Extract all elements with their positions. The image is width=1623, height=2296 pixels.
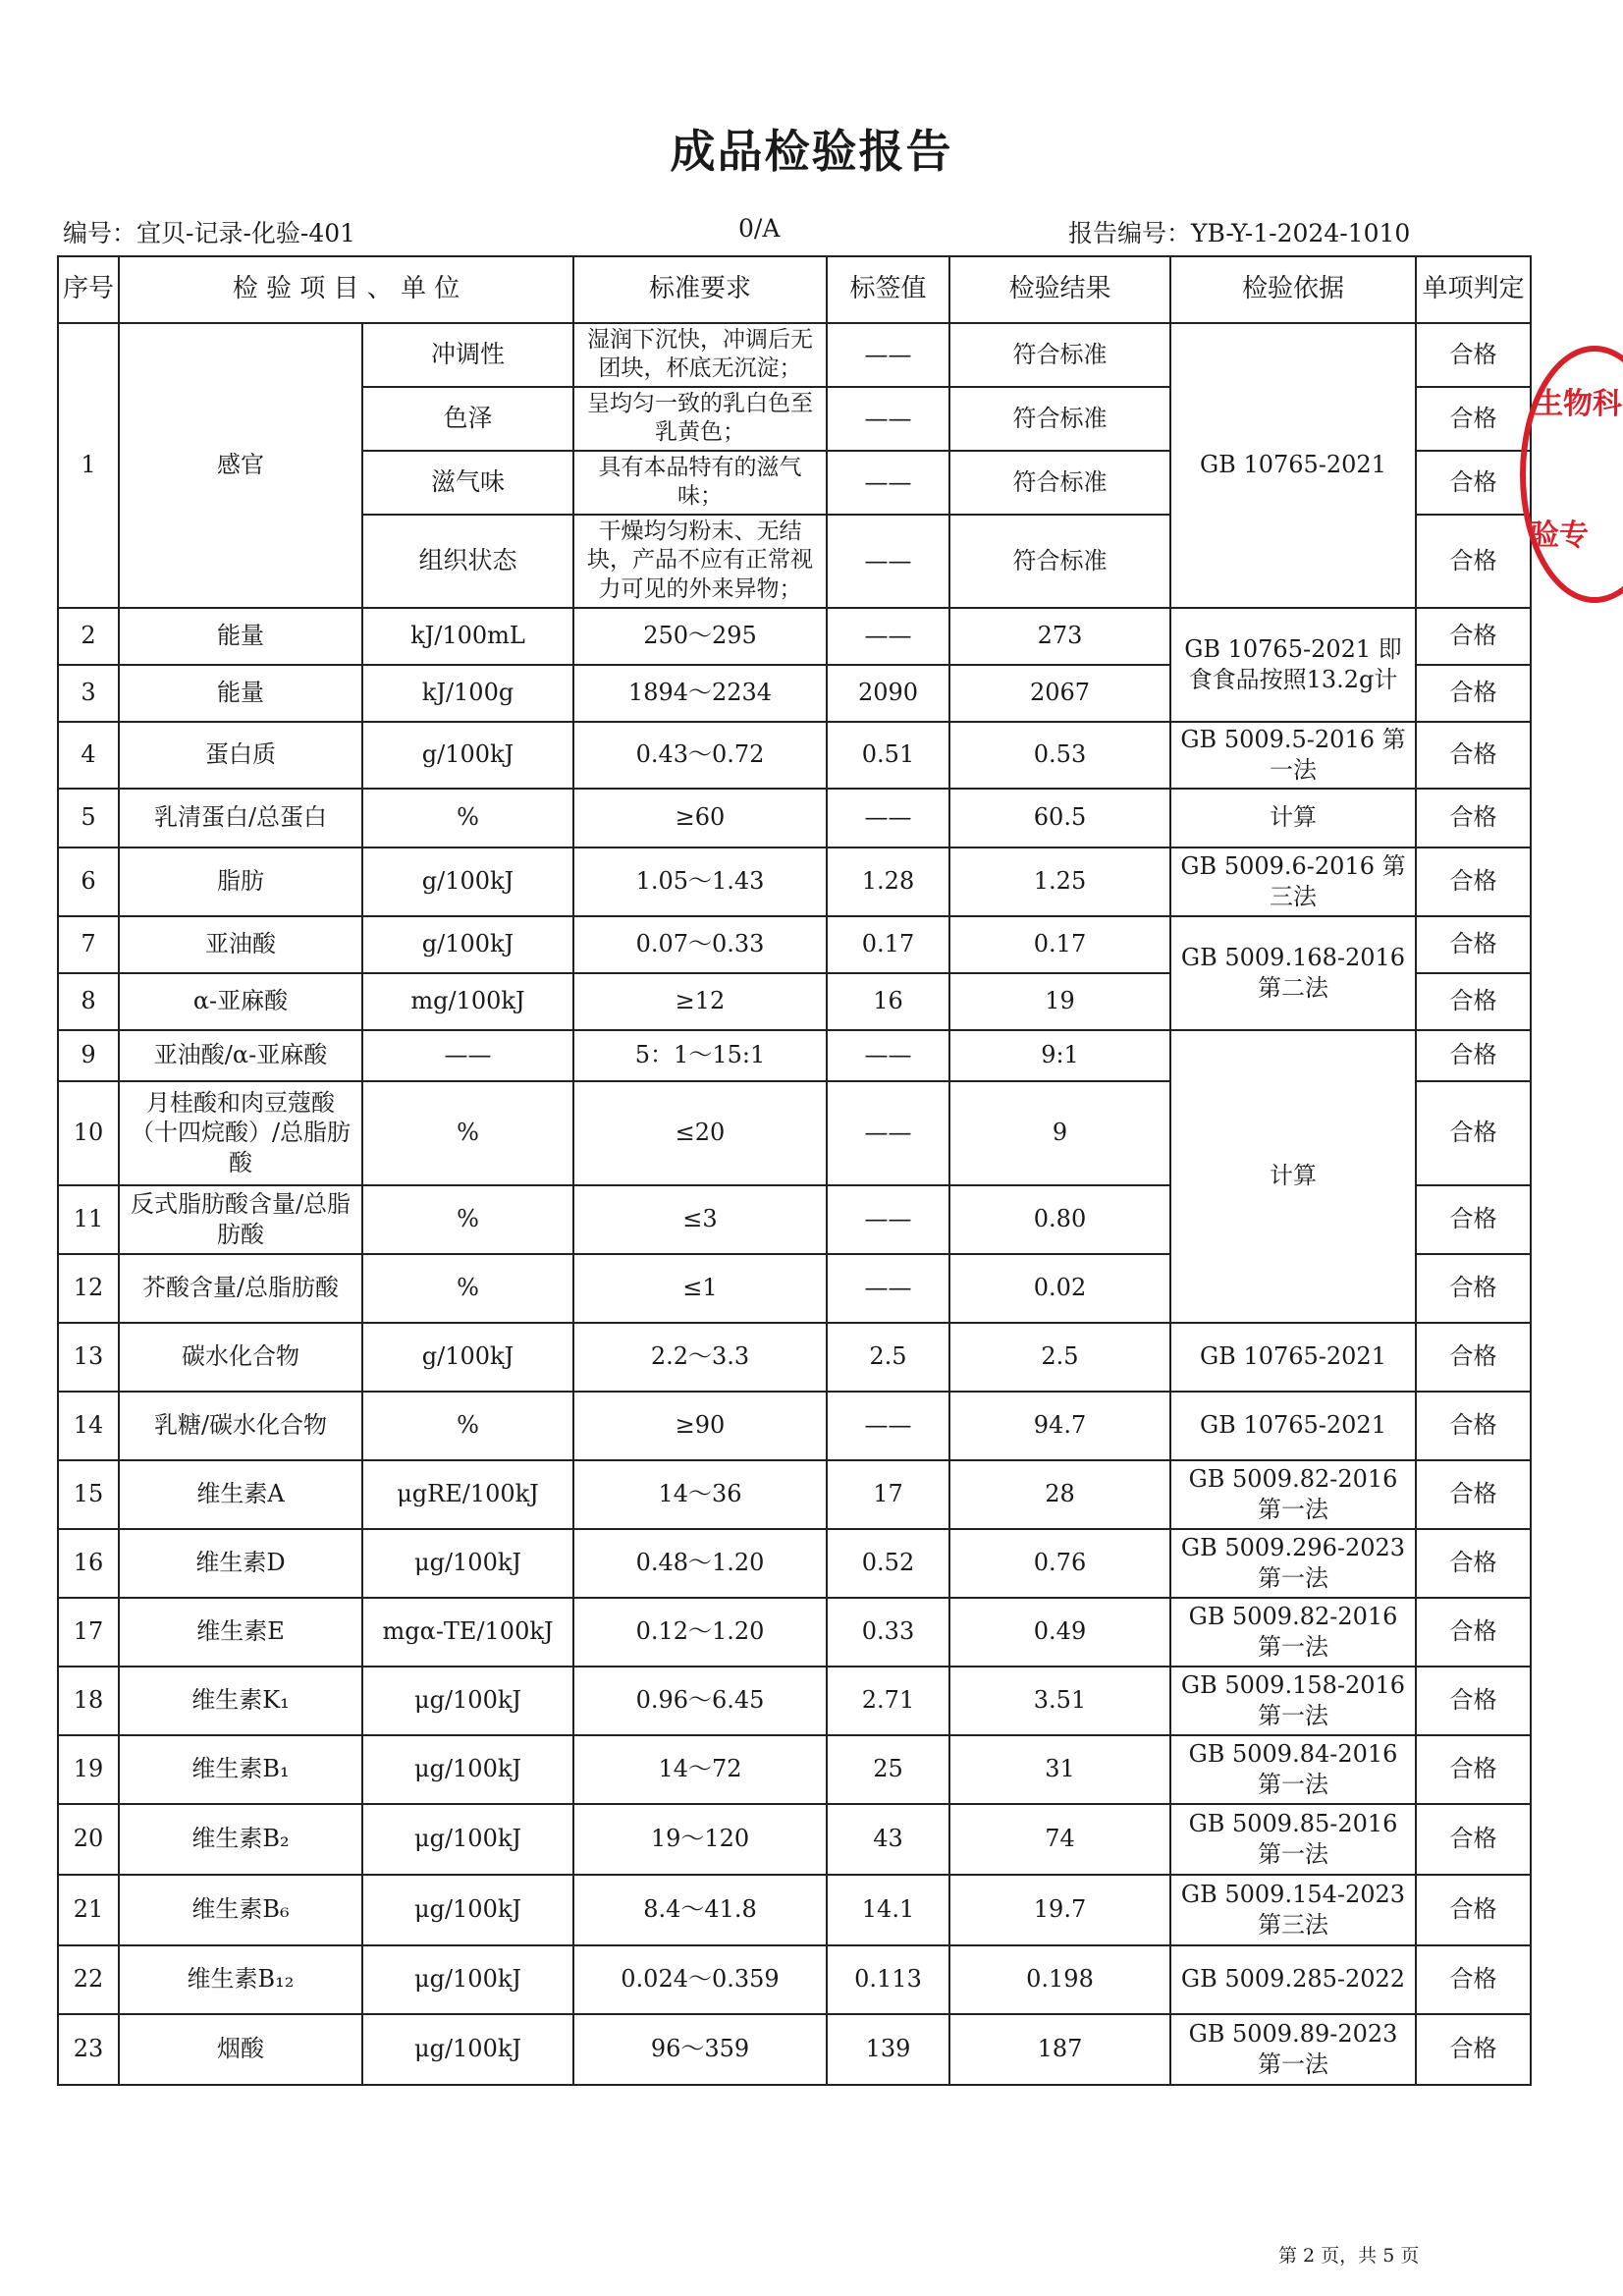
basis-cell: GB 5009.296-2023 第一法 [1170, 1529, 1416, 1598]
judgement-cell: 合格 [1416, 1598, 1531, 1667]
label-value-cell: —— [827, 515, 949, 608]
basis-cell: GB 5009.154-2023 第三法 [1170, 1875, 1416, 1945]
unit-cell: mgα-TE/100kJ [362, 1598, 573, 1667]
standard-cell: 2.2～3.3 [573, 1323, 827, 1392]
unit-cell: μgRE/100kJ [362, 1460, 573, 1529]
label-value-cell: 43 [827, 1804, 949, 1875]
item-name: 乳清蛋白/总蛋白 [119, 789, 362, 847]
label-value-cell: —— [827, 1392, 949, 1460]
table-row [58, 1030, 1531, 1081]
label-value-cell: 0.52 [827, 1529, 949, 1598]
label-value-cell: —— [827, 1081, 949, 1185]
basis-cell: GB 5009.6-2016 第三法 [1170, 847, 1416, 916]
judgement-cell: 合格 [1416, 1529, 1531, 1598]
basis-cell: 计算 [1170, 789, 1416, 847]
seq-cell: 9 [58, 1030, 119, 1081]
sub-item: 色泽 [362, 387, 573, 451]
label-value-cell: 14.1 [827, 1875, 949, 1945]
unit-cell: μg/100kJ [362, 1529, 573, 1598]
result-cell: 19.7 [949, 1875, 1170, 1945]
item-name: 乳糖/碳水化合物 [119, 1392, 362, 1460]
item-name: α-亚麻酸 [119, 973, 362, 1030]
seq-cell: 22 [58, 1945, 119, 2014]
judgement-cell: 合格 [1416, 916, 1531, 973]
judgement-cell: 合格 [1416, 1185, 1531, 1254]
standard-cell: ≥60 [573, 789, 827, 847]
item-name: 芥酸含量/总脂肪酸 [119, 1254, 362, 1323]
label-value-cell: —— [827, 608, 949, 665]
basis-cell: GB 5009.85-2016 第一法 [1170, 1804, 1416, 1875]
table-row [58, 1945, 1531, 2014]
stamp-text-top: 生物科 [1534, 387, 1622, 421]
unit-cell: —— [362, 1030, 573, 1081]
result-cell: 2.5 [949, 1323, 1170, 1392]
item-name: 维生素B₆ [119, 1875, 362, 1945]
item-name: 维生素B₁ [119, 1735, 362, 1804]
basis-cell: GB 5009.5-2016 第一法 [1170, 722, 1416, 789]
label-value-cell: 2.5 [827, 1323, 949, 1392]
item-name: 蛋白质 [119, 722, 362, 789]
unit-cell: kJ/100mL [362, 608, 573, 665]
result-cell: 31 [949, 1735, 1170, 1804]
basis-cell: GB 5009.168-2016 第二法 [1170, 916, 1416, 1030]
unit-cell: g/100kJ [362, 847, 573, 916]
seq-cell: 16 [58, 1529, 119, 1598]
standard-cell: 湿润下沉快，冲调后无团块，杯底无沉淀； [573, 323, 827, 387]
header-standard: 标准要求 [573, 256, 827, 323]
report-title: 成品检验报告 [670, 125, 953, 178]
result-cell: 187 [949, 2014, 1170, 2085]
judgement-cell: 合格 [1416, 2014, 1531, 2085]
judgement-cell: 合格 [1416, 1735, 1531, 1804]
result-cell: 60.5 [949, 789, 1170, 847]
seq-cell: 4 [58, 722, 119, 789]
table-row [58, 1460, 1531, 1529]
judgement-cell: 合格 [1416, 1323, 1531, 1392]
result-cell: 0.02 [949, 1254, 1170, 1323]
table-row [58, 1667, 1531, 1735]
item-name: 维生素B₂ [119, 1804, 362, 1875]
standard-cell: 呈均匀一致的乳白色至乳黄色； [573, 387, 827, 451]
item-name: 脂肪 [119, 847, 362, 916]
seq-cell: 6 [58, 847, 119, 916]
seq-cell: 20 [58, 1804, 119, 1875]
label-value-cell: —— [827, 789, 949, 847]
seq-cell: 15 [58, 1460, 119, 1529]
unit-cell: % [362, 1254, 573, 1323]
standard-cell: 0.48～1.20 [573, 1529, 827, 1598]
item-name: 维生素B₁₂ [119, 1945, 362, 2014]
judgement-cell: 合格 [1416, 1875, 1531, 1945]
label-value-cell: 0.51 [827, 722, 949, 789]
seq-cell: 7 [58, 916, 119, 973]
basis-cell: GB 5009.82-2016 第一法 [1170, 1460, 1416, 1529]
seq-cell: 1 [58, 323, 119, 608]
result-cell: 符合标准 [949, 323, 1170, 387]
header-result: 检验结果 [949, 256, 1170, 323]
basis-cell: GB 5009.158-2016 第一法 [1170, 1667, 1416, 1735]
label-value-cell: 0.17 [827, 916, 949, 973]
inspection-stamp [1520, 346, 1623, 603]
header-label-value: 标签值 [827, 256, 949, 323]
result-cell: 符合标准 [949, 387, 1170, 451]
basis-cell: GB 10765-2021 [1170, 1392, 1416, 1460]
result-cell: 74 [949, 1804, 1170, 1875]
table-row [58, 2014, 1531, 2085]
label-value-cell: —— [827, 387, 949, 451]
judgement-cell: 合格 [1416, 515, 1531, 608]
judgement-cell: 合格 [1416, 847, 1531, 916]
unit-cell: kJ/100g [362, 665, 573, 722]
item-name: 反式脂肪酸含量/总脂肪酸 [119, 1185, 362, 1254]
judgement-cell: 合格 [1416, 665, 1531, 722]
seq-cell: 19 [58, 1735, 119, 1804]
seq-cell: 8 [58, 973, 119, 1030]
unit-cell: μg/100kJ [362, 1804, 573, 1875]
inspection-table [57, 255, 1532, 2086]
result-cell: 2067 [949, 665, 1170, 722]
item-name: 维生素D [119, 1529, 362, 1598]
label-value-cell: 0.33 [827, 1598, 949, 1667]
unit-cell: μg/100kJ [362, 1875, 573, 1945]
table-row [58, 722, 1531, 789]
report-number: 报告编号：YB-Y-1-2024-1010 [1068, 219, 1411, 247]
unit-cell: μg/100kJ [362, 2014, 573, 2085]
judgement-cell: 合格 [1416, 789, 1531, 847]
table-row [58, 608, 1531, 665]
standard-cell: 0.07～0.33 [573, 916, 827, 973]
result-cell: 3.51 [949, 1667, 1170, 1735]
standard-cell: 0.024～0.359 [573, 1945, 827, 2014]
label-value-cell: 2090 [827, 665, 949, 722]
item-name: 月桂酸和肉豆蔻酸（十四烷酸）/总脂肪酸 [119, 1081, 362, 1185]
header-seq: 序号 [58, 256, 119, 323]
standard-cell: 14～36 [573, 1460, 827, 1529]
revision: 0/A [738, 214, 781, 243]
label-value-cell: 0.113 [827, 1945, 949, 2014]
standard-cell: 19～120 [573, 1804, 827, 1875]
label-value-cell: —— [827, 451, 949, 515]
standard-cell: 1894～2234 [573, 665, 827, 722]
table-row [58, 1529, 1531, 1598]
item-name: 碳水化合物 [119, 1323, 362, 1392]
label-value-cell: 16 [827, 973, 949, 1030]
result-cell: 符合标准 [949, 515, 1170, 608]
item-name: 亚油酸/α-亚麻酸 [119, 1030, 362, 1081]
unit-cell: % [362, 1392, 573, 1460]
table-row [58, 789, 1531, 847]
label-value-cell: 1.28 [827, 847, 949, 916]
seq-cell: 5 [58, 789, 119, 847]
table-row [58, 1875, 1531, 1945]
seq-cell: 3 [58, 665, 119, 722]
standard-cell: 250～295 [573, 608, 827, 665]
basis-cell: GB 5009.82-2016 第一法 [1170, 1598, 1416, 1667]
result-cell: 符合标准 [949, 451, 1170, 515]
table-row [58, 847, 1531, 916]
judgement-cell: 合格 [1416, 1081, 1531, 1185]
label-value-cell: 2.71 [827, 1667, 949, 1735]
result-cell: 0.198 [949, 1945, 1170, 2014]
basis-cell: GB 10765-2021 [1170, 323, 1416, 608]
standard-cell: 8.4～41.8 [573, 1875, 827, 1945]
basis-cell: GB 10765-2021 [1170, 1323, 1416, 1392]
table-row [58, 1392, 1531, 1460]
label-value-cell: —— [827, 1030, 949, 1081]
judgement-cell: 合格 [1416, 1804, 1531, 1875]
judgement-cell: 合格 [1416, 387, 1531, 451]
result-cell: 94.7 [949, 1392, 1170, 1460]
seq-cell: 12 [58, 1254, 119, 1323]
result-cell: 9 [949, 1081, 1170, 1185]
sub-item: 组织状态 [362, 515, 573, 608]
label-value-cell: —— [827, 323, 949, 387]
standard-cell: ≥12 [573, 973, 827, 1030]
result-cell: 273 [949, 608, 1170, 665]
header-row [58, 256, 1531, 323]
table-row [58, 1323, 1531, 1392]
judgement-cell: 合格 [1416, 1460, 1531, 1529]
label-value-cell: 25 [827, 1735, 949, 1804]
basis-cell: GB 5009.84-2016 第一法 [1170, 1735, 1416, 1804]
header-item: 检 验 项 目 、 单 位 [119, 256, 573, 323]
sub-item: 冲调性 [362, 323, 573, 387]
seq-cell: 13 [58, 1323, 119, 1392]
standard-cell: 0.12～1.20 [573, 1598, 827, 1667]
judgement-cell: 合格 [1416, 1254, 1531, 1323]
judgement-cell: 合格 [1416, 1945, 1531, 2014]
unit-cell: % [362, 1185, 573, 1254]
unit-cell: μg/100kJ [362, 1945, 573, 2014]
item-name: 亚油酸 [119, 916, 362, 973]
standard-cell: 干燥均匀粉末、无结块，产品不应有正常视力可见的外来异物； [573, 515, 827, 608]
unit-cell: g/100kJ [362, 1323, 573, 1392]
result-cell: 28 [949, 1460, 1170, 1529]
standard-cell: ≤3 [573, 1185, 827, 1254]
basis-cell: GB 10765-2021 即食食品按照13.2g计 [1170, 608, 1416, 722]
unit-cell: % [362, 1081, 573, 1185]
header-basis: 检验依据 [1170, 256, 1416, 323]
label-value-cell: —— [827, 1185, 949, 1254]
document-number: 编号：宜贝-记录-化验-401 [63, 219, 356, 247]
unit-cell: g/100kJ [362, 916, 573, 973]
item-name: 维生素K₁ [119, 1667, 362, 1735]
table-row [58, 1598, 1531, 1667]
result-cell: 9:1 [949, 1030, 1170, 1081]
basis-cell: GB 5009.89-2023 第一法 [1170, 2014, 1416, 2085]
label-value-cell: 17 [827, 1460, 949, 1529]
seq-cell: 10 [58, 1081, 119, 1185]
result-cell: 1.25 [949, 847, 1170, 916]
judgement-cell: 合格 [1416, 1030, 1531, 1081]
seq-cell: 11 [58, 1185, 119, 1254]
result-cell: 0.80 [949, 1185, 1170, 1254]
judgement-cell: 合格 [1416, 451, 1531, 515]
standard-cell: 1.05～1.43 [573, 847, 827, 916]
result-cell: 0.76 [949, 1529, 1170, 1598]
stamp-text-bottom: 验专 [1530, 519, 1589, 553]
basis-cell: GB 5009.285-2022 [1170, 1945, 1416, 2014]
judgement-cell: 合格 [1416, 323, 1531, 387]
standard-cell: 0.96～6.45 [573, 1667, 827, 1735]
standard-cell: ≤1 [573, 1254, 827, 1323]
item-name: 感官 [119, 323, 362, 608]
unit-cell: mg/100kJ [362, 973, 573, 1030]
unit-cell: μg/100kJ [362, 1735, 573, 1804]
seq-cell: 17 [58, 1598, 119, 1667]
header-judgement: 单项判定 [1416, 256, 1531, 323]
label-value-cell: —— [827, 1254, 949, 1323]
result-cell: 0.53 [949, 722, 1170, 789]
table-row [58, 1804, 1531, 1875]
standard-cell: 96～359 [573, 2014, 827, 2085]
seq-cell: 18 [58, 1667, 119, 1735]
unit-cell: μg/100kJ [362, 1667, 573, 1735]
standard-cell: ≥90 [573, 1392, 827, 1460]
basis-cell: 计算 [1170, 1030, 1416, 1323]
page-number: 第 2 页，共 5 页 [1278, 2245, 1420, 2267]
unit-cell: % [362, 789, 573, 847]
seq-cell: 14 [58, 1392, 119, 1460]
seq-cell: 21 [58, 1875, 119, 1945]
unit-cell: g/100kJ [362, 722, 573, 789]
standard-cell: 14～72 [573, 1735, 827, 1804]
standard-cell: ≤20 [573, 1081, 827, 1185]
standard-cell: 具有本品特有的滋气味； [573, 451, 827, 515]
item-name: 维生素A [119, 1460, 362, 1529]
result-cell: 0.17 [949, 916, 1170, 973]
table-row [58, 323, 1531, 387]
item-name: 能量 [119, 608, 362, 665]
seq-cell: 2 [58, 608, 119, 665]
result-cell: 0.49 [949, 1598, 1170, 1667]
judgement-cell: 合格 [1416, 1392, 1531, 1460]
standard-cell: 0.43～0.72 [573, 722, 827, 789]
result-cell: 19 [949, 973, 1170, 1030]
seq-cell: 23 [58, 2014, 119, 2085]
item-name: 维生素E [119, 1598, 362, 1667]
sub-item: 滋气味 [362, 451, 573, 515]
judgement-cell: 合格 [1416, 973, 1531, 1030]
judgement-cell: 合格 [1416, 1667, 1531, 1735]
item-name: 能量 [119, 665, 362, 722]
item-name: 烟酸 [119, 2014, 362, 2085]
table-row [58, 916, 1531, 973]
judgement-cell: 合格 [1416, 722, 1531, 789]
table-row [58, 1735, 1531, 1804]
standard-cell: 5：1～15:1 [573, 1030, 827, 1081]
judgement-cell: 合格 [1416, 608, 1531, 665]
label-value-cell: 139 [827, 2014, 949, 2085]
